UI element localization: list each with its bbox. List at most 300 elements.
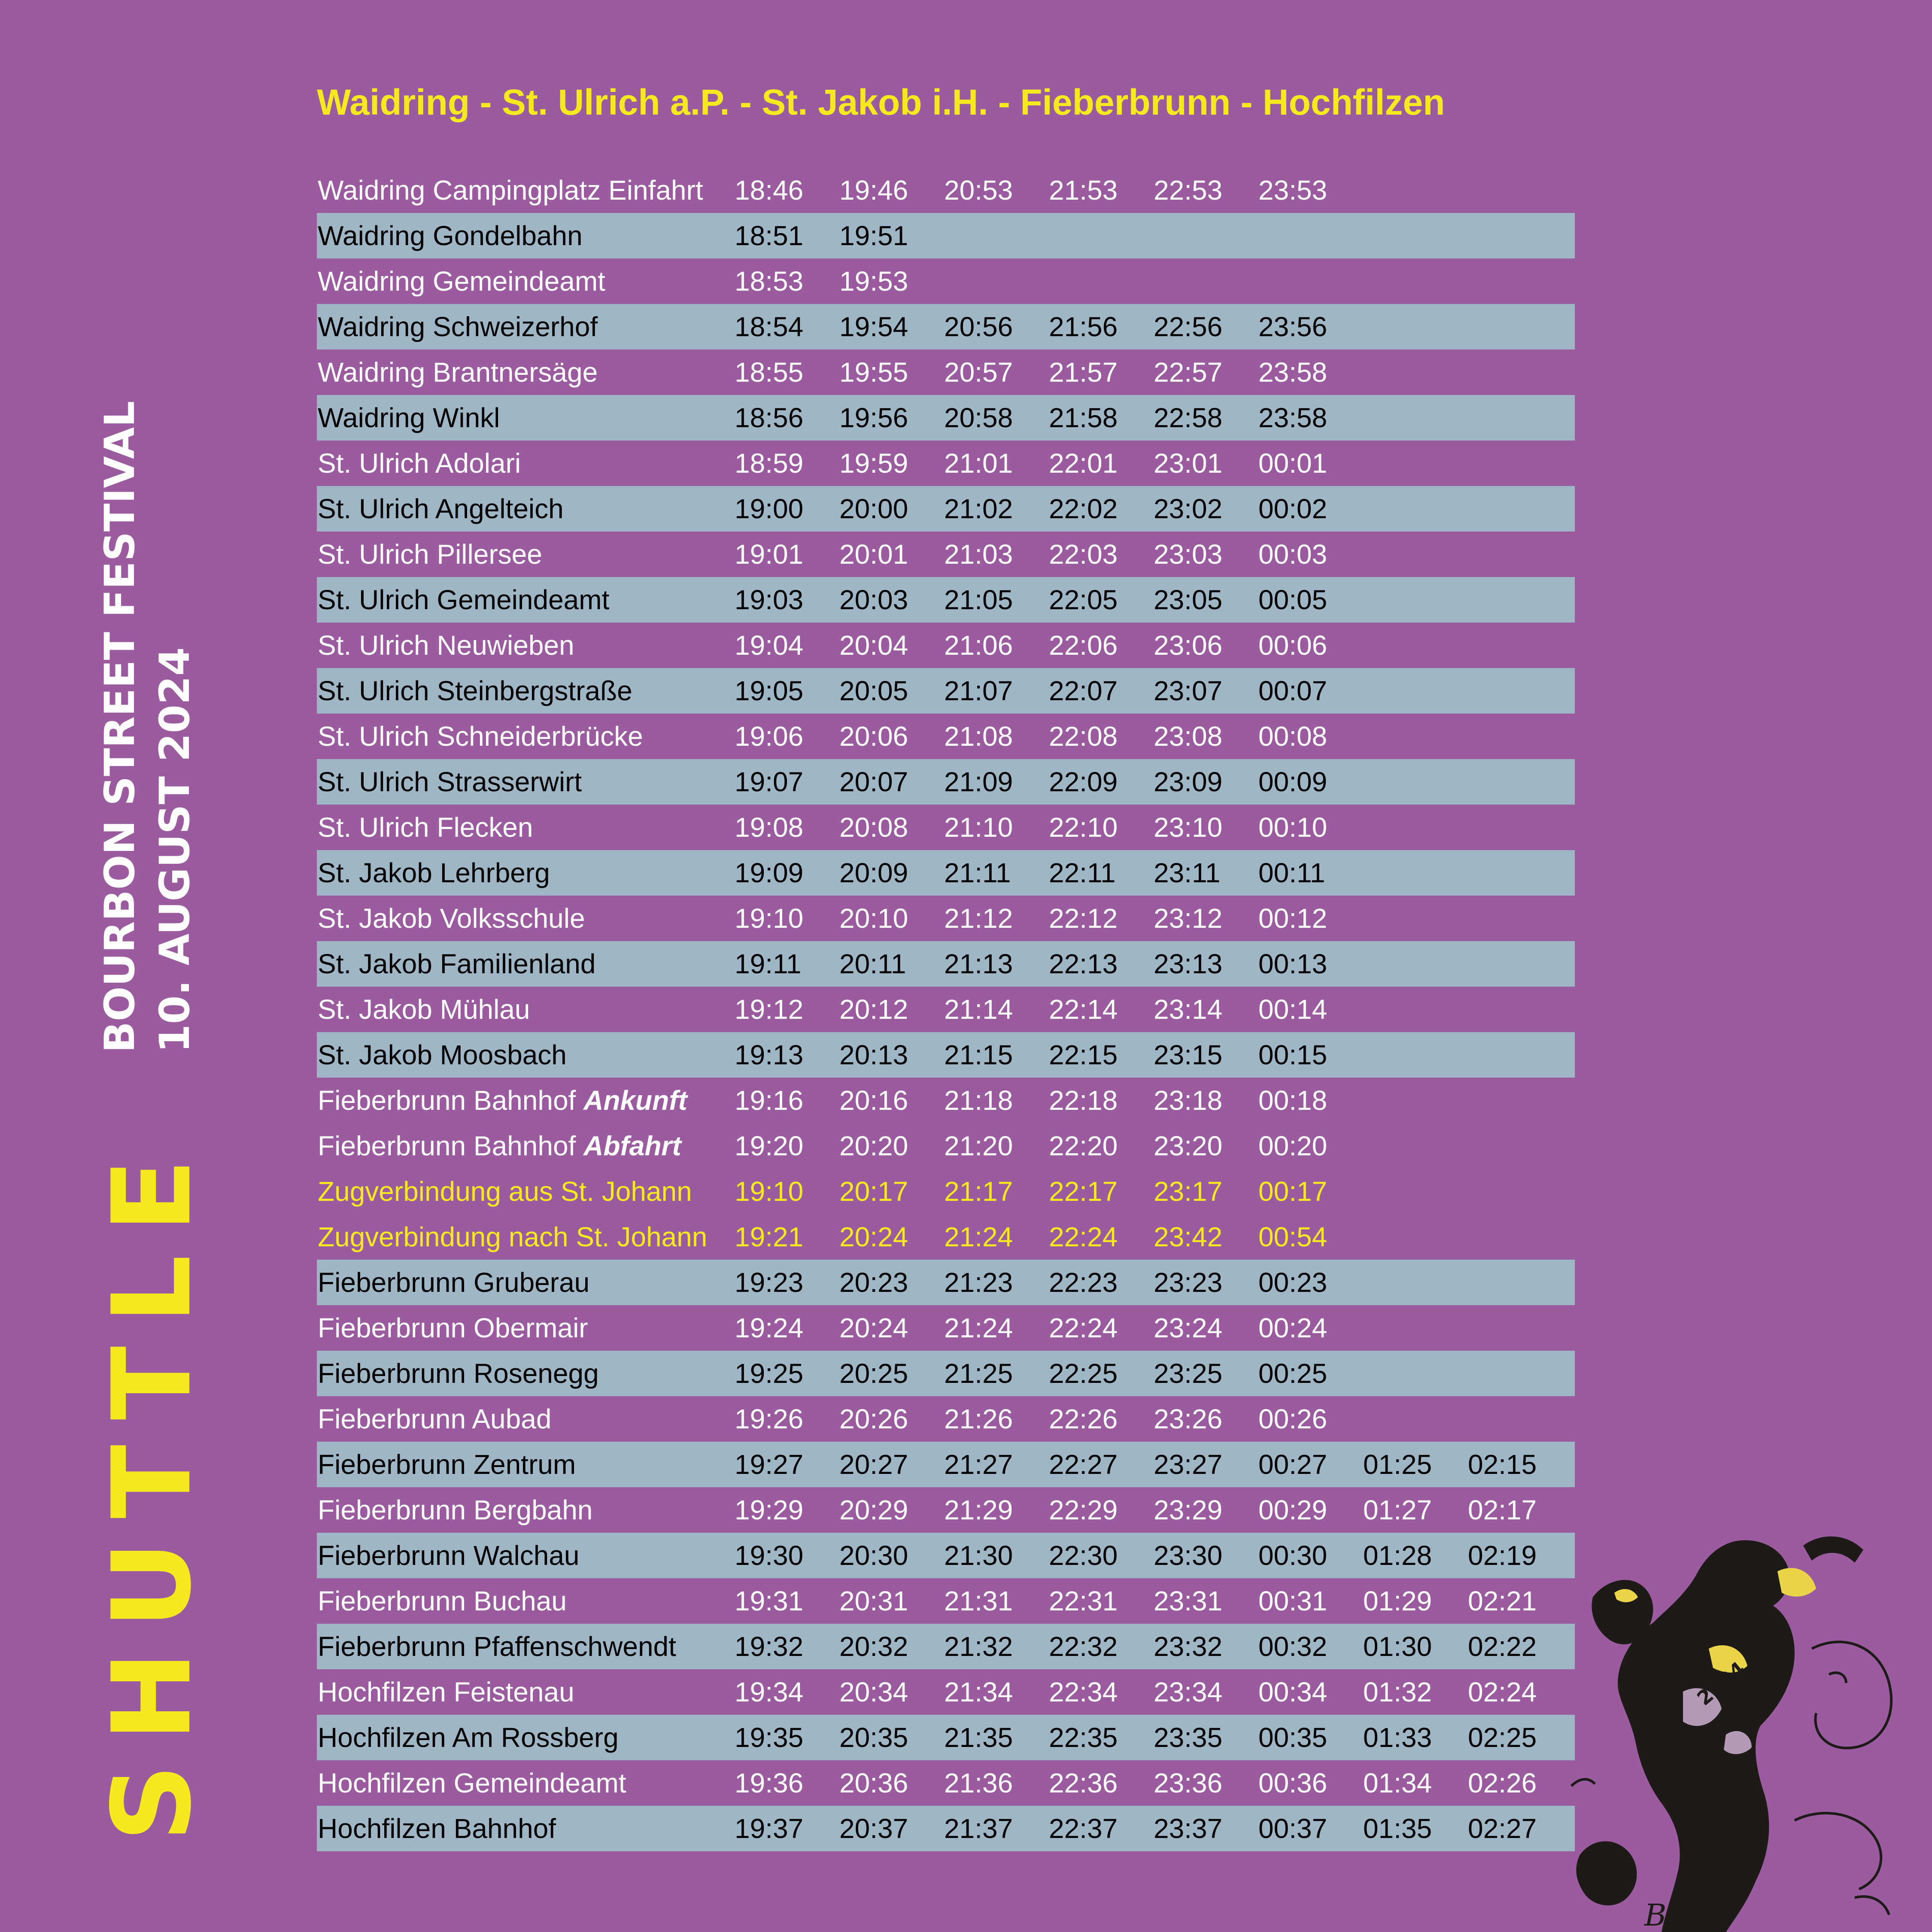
table-row — [317, 1442, 1575, 1487]
departure-time: 23:12 — [1154, 903, 1223, 934]
departure-time: 19:24 — [735, 1312, 804, 1343]
departure-time: 22:14 — [1049, 994, 1118, 1025]
stop-name — [318, 486, 564, 527]
stop-name — [318, 532, 542, 573]
departure-time: 21:01 — [944, 448, 1013, 479]
stop-name — [318, 349, 598, 391]
departure-time: 22:57 — [1154, 357, 1223, 388]
departure-time: 23:14 — [1154, 994, 1223, 1025]
table-row — [317, 1578, 1575, 1624]
departure-time: 21:07 — [944, 675, 1013, 706]
departure-time: 21:02 — [944, 493, 1013, 524]
departure-time: 21:24 — [944, 1221, 1013, 1252]
departure-time: 23:58 — [1258, 402, 1327, 433]
departure-time: 00:34 — [1258, 1677, 1327, 1707]
stop-name — [318, 1578, 567, 1619]
departure-time: 21:20 — [944, 1130, 1013, 1161]
departure-time: 19:26 — [735, 1403, 804, 1434]
table-row — [317, 896, 1575, 941]
stop-label: St. Ulrich Adolari — [318, 448, 521, 479]
departure-time: 18:53 — [735, 266, 804, 297]
stop-label: Fieberbrunn Bahnhof — [318, 1130, 576, 1161]
stop-emphasis: Ankunft — [583, 1085, 687, 1116]
table-row — [317, 941, 1575, 987]
stop-label: Waidring Brantnersäge — [318, 357, 598, 388]
stop-name — [318, 1123, 681, 1164]
departure-time: 19:27 — [735, 1449, 804, 1480]
stop-name — [318, 1487, 592, 1528]
departure-time: 02:24 — [1468, 1677, 1537, 1707]
stop-label: Fieberbrunn Obermair — [318, 1312, 588, 1343]
departure-time: 00:30 — [1258, 1540, 1327, 1571]
departure-time: 21:13 — [944, 948, 1013, 979]
departure-time: 20:00 — [839, 493, 908, 524]
departure-time: 20:04 — [839, 630, 908, 661]
departure-time: 00:25 — [1258, 1358, 1327, 1389]
departure-time: 01:28 — [1363, 1540, 1432, 1571]
stop-label: Waidring Winkl — [318, 402, 500, 433]
departure-time: 22:12 — [1049, 903, 1118, 934]
stop-name — [318, 1715, 619, 1756]
stop-name — [318, 167, 703, 209]
stop-name — [318, 623, 574, 664]
departure-time: 22:10 — [1049, 812, 1118, 843]
departure-time: 23:53 — [1258, 175, 1327, 206]
departure-time: 20:11 — [839, 948, 906, 979]
departure-time: 00:13 — [1258, 948, 1327, 979]
departure-time: 00:18 — [1258, 1085, 1327, 1116]
stop-label: Waidring Gondelbahn — [318, 220, 583, 251]
table-row — [317, 1806, 1575, 1851]
departure-time: 21:25 — [944, 1358, 1013, 1389]
departure-time: 21:14 — [944, 994, 1013, 1025]
stop-label: St. Ulrich Schneiderbrücke — [318, 721, 643, 752]
stop-name — [318, 714, 643, 755]
stop-name — [318, 1396, 551, 1437]
stop-label: Fieberbrunn Bergbahn — [318, 1495, 593, 1525]
departure-time: 23:17 — [1154, 1176, 1223, 1207]
table-row — [317, 623, 1575, 668]
departure-time: 21:12 — [944, 903, 1013, 934]
departure-time: 02:19 — [1468, 1540, 1537, 1571]
stop-name — [318, 805, 533, 846]
stop-label: St. Jakob Mühlau — [318, 994, 530, 1025]
departure-time: 19:20 — [735, 1130, 804, 1161]
departure-time: 22:23 — [1049, 1267, 1118, 1298]
departure-time: 00:12 — [1258, 903, 1327, 934]
departure-time: 00:27 — [1258, 1449, 1327, 1480]
departure-time: 21:24 — [944, 1312, 1013, 1343]
departure-time: 21:08 — [944, 721, 1013, 752]
departure-time: 23:27 — [1154, 1449, 1223, 1480]
departure-time: 20:07 — [839, 766, 908, 797]
departure-time: 21:26 — [944, 1403, 1013, 1434]
departure-time: 01:30 — [1363, 1631, 1432, 1662]
stop-label: Fieberbrunn Gruberau — [318, 1267, 590, 1298]
stop-name — [318, 1806, 556, 1847]
stop-label: St. Ulrich Flecken — [318, 812, 533, 843]
departure-time: 23:30 — [1154, 1540, 1223, 1571]
stop-label: Fieberbrunn Pfaffenschwendt — [318, 1631, 676, 1662]
departure-time: 23:01 — [1154, 448, 1223, 479]
departure-time: 19:04 — [735, 630, 804, 661]
stop-label: Fieberbrunn Aubad — [318, 1403, 552, 1434]
departure-time: 22:56 — [1154, 311, 1223, 342]
departure-time: 23:13 — [1154, 948, 1223, 979]
stop-label: Waidring Gemeindeamt — [318, 266, 605, 297]
departure-time: 20:01 — [839, 539, 908, 570]
departure-time: 23:36 — [1154, 1768, 1223, 1798]
departure-time: 19:13 — [735, 1039, 804, 1070]
stop-label: St. Ulrich Angelteich — [318, 493, 564, 524]
departure-time: 19:25 — [735, 1358, 804, 1389]
table-row — [317, 167, 1575, 213]
departure-time: 00:32 — [1258, 1631, 1327, 1662]
departure-time: 22:35 — [1049, 1722, 1118, 1753]
departure-time: 23:23 — [1154, 1267, 1223, 1298]
table-row — [317, 1396, 1575, 1442]
stop-label: Hochfilzen Feistenau — [318, 1677, 574, 1707]
departure-time: 22:53 — [1154, 175, 1223, 206]
departure-time: 19:10 — [735, 903, 804, 934]
departure-time: 01:34 — [1363, 1768, 1432, 1798]
departure-time: 20:17 — [839, 1176, 908, 1207]
departure-time: 23:34 — [1154, 1677, 1223, 1707]
stop-name — [318, 987, 530, 1028]
departure-time: 22:32 — [1049, 1631, 1118, 1662]
departure-time: 18:46 — [735, 175, 804, 206]
departure-time: 19:01 — [735, 539, 804, 570]
departure-time: 00:02 — [1258, 493, 1327, 524]
departure-time: 22:29 — [1049, 1495, 1118, 1525]
departure-time: 23:18 — [1154, 1085, 1223, 1116]
departure-time: 19:16 — [735, 1085, 804, 1116]
stop-name — [318, 258, 605, 300]
departure-time: 19:59 — [839, 448, 908, 479]
stop-name — [318, 1533, 580, 1574]
departure-time: 21:03 — [944, 539, 1013, 570]
stop-name — [318, 1078, 687, 1119]
festival-block — [92, 401, 202, 1053]
departure-time: 21:35 — [944, 1722, 1013, 1753]
table-row — [317, 668, 1575, 714]
departure-time: 23:06 — [1154, 630, 1223, 661]
departure-time: 20:57 — [944, 357, 1013, 388]
stop-name — [318, 759, 582, 800]
departure-time: 22:17 — [1049, 1176, 1118, 1207]
departure-time: 21:06 — [944, 630, 1013, 661]
departure-time: 21:29 — [944, 1495, 1013, 1525]
table-row — [317, 850, 1575, 896]
table-row — [317, 1533, 1575, 1578]
departure-time: 18:54 — [735, 311, 804, 342]
festival-name: BOURBON STREET FESTIVAL — [96, 401, 144, 1053]
stop-label: St. Ulrich Steinbergstraße — [318, 675, 632, 706]
departure-time: 20:31 — [839, 1586, 908, 1616]
departure-time: 23:31 — [1154, 1586, 1223, 1616]
departure-time: 01:29 — [1363, 1586, 1432, 1616]
departure-time: 00:08 — [1258, 721, 1327, 752]
departure-time: 19:00 — [735, 493, 804, 524]
departure-time: 22:24 — [1049, 1312, 1118, 1343]
departure-time: 19:03 — [735, 584, 804, 615]
departure-time: 00:10 — [1258, 812, 1327, 843]
departure-time: 00:29 — [1258, 1495, 1327, 1525]
departure-time: 19:06 — [735, 721, 804, 752]
timetable — [317, 167, 1575, 1851]
departure-time: 00:54 — [1258, 1221, 1327, 1252]
departure-time: 23:37 — [1154, 1813, 1223, 1844]
departure-time: 20:20 — [839, 1130, 908, 1161]
departure-time: 21:53 — [1049, 175, 1118, 206]
departure-time: 22:15 — [1049, 1039, 1118, 1070]
departure-time: 19:11 — [735, 948, 802, 979]
departure-time: 21:57 — [1049, 357, 1118, 388]
departure-time: 22:24 — [1049, 1221, 1118, 1252]
departure-time: 01:27 — [1363, 1495, 1432, 1525]
departure-time: 19:07 — [735, 766, 804, 797]
departure-time: 20:10 — [839, 903, 908, 934]
departure-time: 22:18 — [1049, 1085, 1118, 1116]
stop-name — [318, 1760, 626, 1801]
table-row — [317, 1032, 1575, 1078]
stop-name — [318, 1169, 692, 1210]
departure-time: 01:25 — [1363, 1449, 1432, 1480]
departure-time: 20:30 — [839, 1540, 908, 1571]
departure-time: 02:21 — [1468, 1586, 1537, 1616]
table-row — [317, 1305, 1575, 1351]
stop-label: Zugverbindung nach St. Johann — [318, 1221, 708, 1252]
departure-time: 19:31 — [735, 1586, 804, 1616]
departure-time: 20:09 — [839, 857, 908, 888]
departure-time: 21:11 — [944, 857, 1011, 888]
stop-emphasis: Abfahrt — [583, 1130, 681, 1161]
stop-name — [318, 1214, 707, 1255]
departure-time: 21:56 — [1049, 311, 1118, 342]
departure-time: 21:32 — [944, 1631, 1013, 1662]
departure-time: 23:15 — [1154, 1039, 1223, 1070]
table-row — [317, 1351, 1575, 1396]
departure-time: 19:37 — [735, 1813, 804, 1844]
stop-label: Fieberbrunn Zentrum — [318, 1449, 576, 1480]
illustration-signature: Blues — [1644, 1898, 1729, 1932]
departure-time: 23:08 — [1154, 721, 1223, 752]
stop-name — [318, 850, 550, 891]
departure-time: 21:34 — [944, 1677, 1013, 1707]
departure-time: 22:31 — [1049, 1586, 1118, 1616]
stop-label: St. Jakob Familienland — [318, 948, 596, 979]
stop-label: Zugverbindung aus St. Johann — [318, 1176, 692, 1207]
departure-time: 20:13 — [839, 1039, 908, 1070]
departure-time: 22:26 — [1049, 1403, 1118, 1434]
departure-time: 19:51 — [839, 220, 908, 251]
departure-time: 00:11 — [1258, 857, 1325, 888]
departure-time: 01:35 — [1363, 1813, 1432, 1844]
table-row — [317, 532, 1575, 577]
departure-time: 20:08 — [839, 812, 908, 843]
departure-time: 20:24 — [839, 1221, 908, 1252]
departure-time: 19:23 — [735, 1267, 804, 1298]
departure-time: 20:56 — [944, 311, 1013, 342]
departure-time: 00:26 — [1258, 1403, 1327, 1434]
stop-name — [318, 941, 595, 982]
stop-label: Fieberbrunn Walchau — [318, 1540, 580, 1571]
table-row — [317, 1214, 1575, 1260]
stop-name — [318, 304, 598, 345]
table-row — [317, 395, 1575, 440]
stop-label: Waidring Campingplatz Einfahrt — [318, 175, 703, 206]
stop-name — [318, 1624, 676, 1665]
departure-time: 02:27 — [1468, 1813, 1537, 1844]
departure-time: 22:25 — [1049, 1358, 1118, 1389]
departure-time: 19:10 — [735, 1176, 804, 1207]
departure-time: 01:33 — [1363, 1722, 1432, 1753]
departure-time: 23:20 — [1154, 1130, 1223, 1161]
departure-time: 22:06 — [1049, 630, 1118, 661]
table-row — [317, 1169, 1575, 1214]
stop-name — [318, 896, 585, 937]
stop-label: Waidring Schweizerhof — [318, 311, 598, 342]
departure-time: 00:03 — [1258, 539, 1327, 570]
table-row — [317, 304, 1575, 349]
departure-time: 19:35 — [735, 1722, 804, 1753]
table-row — [317, 440, 1575, 486]
departure-time: 22:02 — [1049, 493, 1118, 524]
departure-time: 19:21 — [735, 1221, 804, 1252]
table-row — [317, 1669, 1575, 1715]
departure-time: 00:20 — [1258, 1130, 1327, 1161]
departure-time: 20:24 — [839, 1312, 908, 1343]
table-row — [317, 486, 1575, 532]
stop-name — [318, 395, 500, 436]
shuttle-heading: SHUTTLE — [89, 1136, 215, 1842]
departure-time: 22:36 — [1049, 1768, 1118, 1798]
festival-date: 10. AUGUST 2024 — [151, 647, 199, 1053]
departure-time: 21:15 — [944, 1039, 1013, 1070]
departure-time: 21:30 — [944, 1540, 1013, 1571]
departure-time: 21:05 — [944, 584, 1013, 615]
departure-time: 22:34 — [1049, 1677, 1118, 1707]
departure-time: 00:17 — [1258, 1176, 1327, 1207]
departure-time: 23:25 — [1154, 1358, 1223, 1389]
stop-label: St. Jakob Volksschule — [318, 903, 585, 934]
table-row — [317, 258, 1575, 304]
departure-time: 00:24 — [1258, 1312, 1327, 1343]
departure-time: 19:34 — [735, 1677, 804, 1707]
departure-time: 20:05 — [839, 675, 908, 706]
stop-name — [318, 1032, 567, 1073]
departure-time: 19:46 — [839, 175, 908, 206]
departure-time: 19:36 — [735, 1768, 804, 1798]
table-row — [317, 1260, 1575, 1305]
departure-time: 22:20 — [1049, 1130, 1118, 1161]
table-row — [317, 759, 1575, 805]
departure-time: 19:29 — [735, 1495, 804, 1525]
departure-time: 21:17 — [944, 1176, 1013, 1207]
departure-time: 22:11 — [1049, 857, 1116, 888]
departure-time: 02:22 — [1468, 1631, 1537, 1662]
departure-time: 21:37 — [944, 1813, 1013, 1844]
stop-name — [318, 1669, 574, 1710]
departure-time: 00:36 — [1258, 1768, 1327, 1798]
table-row — [317, 1078, 1575, 1123]
departure-time: 22:30 — [1049, 1540, 1118, 1571]
departure-time: 20:12 — [839, 994, 908, 1025]
table-row — [317, 1715, 1575, 1760]
departure-time: 21:10 — [944, 812, 1013, 843]
stop-label: St. Ulrich Neuwieben — [318, 630, 574, 661]
departure-time: 23:58 — [1258, 357, 1327, 388]
table-row — [317, 805, 1575, 850]
departure-time: 19:12 — [735, 994, 804, 1025]
stop-name — [318, 577, 609, 618]
stop-label: St. Jakob Lehrberg — [318, 857, 550, 888]
departure-time: 23:42 — [1154, 1221, 1223, 1252]
departure-time: 02:17 — [1468, 1495, 1537, 1525]
departure-time: 22:07 — [1049, 675, 1118, 706]
departure-time: 22:05 — [1049, 584, 1118, 615]
departure-time: 21:23 — [944, 1267, 1013, 1298]
table-row — [317, 714, 1575, 759]
table-row — [317, 577, 1575, 623]
departure-time: 20:06 — [839, 721, 908, 752]
stop-label: St. Jakob Moosbach — [318, 1039, 567, 1070]
departure-time: 00:14 — [1258, 994, 1327, 1025]
departure-time: 23:29 — [1154, 1495, 1223, 1525]
departure-time: 19:32 — [735, 1631, 804, 1662]
departure-time: 21:18 — [944, 1085, 1013, 1116]
departure-time: 22:03 — [1049, 539, 1118, 570]
departure-time: 23:09 — [1154, 766, 1223, 797]
stop-name — [318, 1351, 599, 1392]
departure-time: 23:05 — [1154, 584, 1223, 615]
stop-name — [318, 668, 632, 709]
departure-time: 20:25 — [839, 1358, 908, 1389]
departure-time: 20:26 — [839, 1403, 908, 1434]
departure-time: 00:37 — [1258, 1813, 1327, 1844]
departure-time: 20:23 — [839, 1267, 908, 1298]
departure-time: 22:58 — [1154, 402, 1223, 433]
departure-time: 23:11 — [1154, 857, 1221, 888]
illustration-year: 2024 — [1692, 1657, 1750, 1710]
table-row — [317, 987, 1575, 1032]
departure-time: 20:53 — [944, 175, 1013, 206]
departure-time: 19:56 — [839, 402, 908, 433]
departure-time: 22:01 — [1049, 448, 1118, 479]
departure-time: 22:27 — [1049, 1449, 1118, 1480]
stop-label: Fieberbrunn Buchau — [318, 1586, 567, 1616]
departure-time: 19:08 — [735, 812, 804, 843]
table-row — [317, 349, 1575, 395]
departure-time: 23:35 — [1154, 1722, 1223, 1753]
table-row — [317, 1487, 1575, 1533]
departure-time: 02:15 — [1468, 1449, 1537, 1480]
departure-time: 19:05 — [735, 675, 804, 706]
departure-time: 20:34 — [839, 1677, 908, 1707]
departure-time: 18:55 — [735, 357, 804, 388]
departure-time: 20:27 — [839, 1449, 908, 1480]
stop-label: Hochfilzen Am Rossberg — [318, 1722, 619, 1753]
departure-time: 21:27 — [944, 1449, 1013, 1480]
departure-time: 20:32 — [839, 1631, 908, 1662]
stop-label: Fieberbrunn Rosenegg — [318, 1358, 599, 1389]
stop-label: Fieberbrunn Bahnhof — [318, 1085, 576, 1116]
stop-name — [318, 440, 521, 482]
departure-time: 19:53 — [839, 266, 908, 297]
departure-time: 19:09 — [735, 857, 804, 888]
departure-time: 00:09 — [1258, 766, 1327, 797]
departure-time: 18:51 — [735, 220, 804, 251]
